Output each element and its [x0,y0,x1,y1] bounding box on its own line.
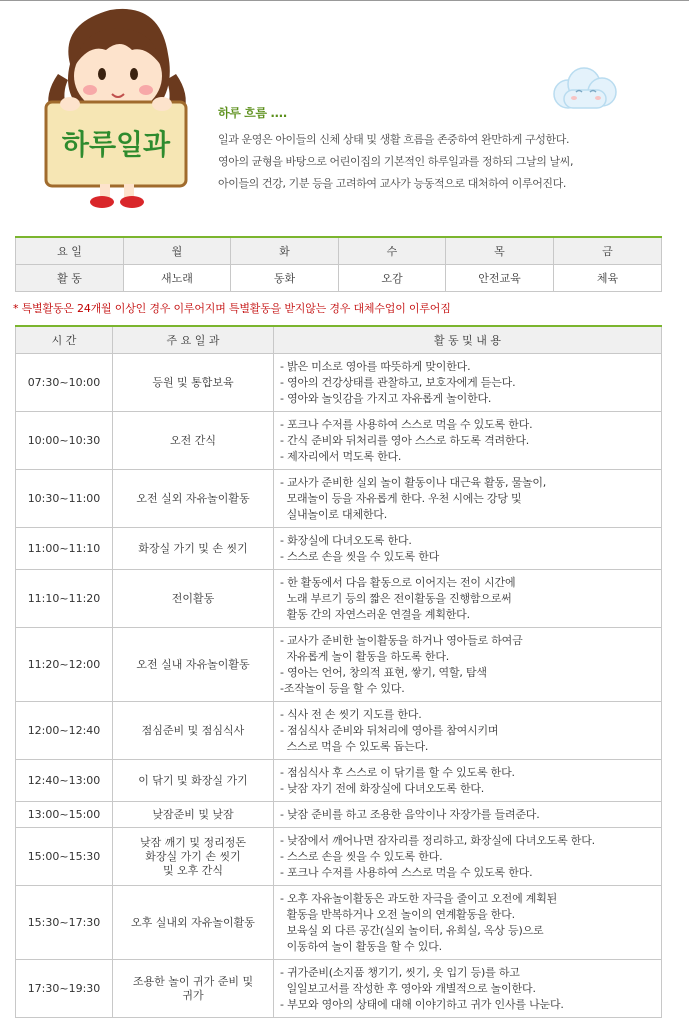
schedule-row [16,760,662,802]
schedule-description [274,802,662,828]
description-line: - 포크나 수저를 사용하여 스스로 먹을 수 있도록 한다. [280,865,533,879]
activity-line: 오전 간식 [169,433,216,447]
activity-line: 등원 및 통합보육 [152,375,234,389]
description-line: 활동 간의 자연스러운 연결을 계획한다. [280,607,470,621]
schedule-row [16,802,662,828]
schedule-activity [113,412,274,470]
schedule-time: 11:20~12:00 [16,628,113,702]
activity-line: 낮잠 깨기 및 정리정돈 [139,835,247,849]
intro-section [218,104,658,195]
activity-line: 오전 실내 자유놀이활동 [136,657,250,671]
description-line: - 제자리에서 먹도록 한다. [280,449,402,463]
description-line: - 오후 자유놀이활동은 과도한 자극을 줄이고 오전에 계획된 [280,891,558,905]
description-line: 스스로 먹을 수 있도록 돕는다. [280,739,429,753]
schedule-time: 15:00~15:30 [16,828,113,886]
schedule-row [16,412,662,470]
description-line: - 부모와 영아의 상태에 대해 이야기하고 귀가 인사를 나눈다. [280,997,564,1011]
activity-cell: 안전교육 [446,265,554,292]
intro-line: 아이들의 건강, 기분 등을 고려하여 교사가 능동적으로 대처하여 이루어진다. [218,177,566,190]
schedule-activity [113,828,274,886]
description-line: - 영아의 건강상태를 관찰하고, 보호자에게 듣는다. [280,375,516,389]
description-line: 보육실 외 다른 공간(실외 놀이터, 유희실, 옥상 등)으로 [280,923,544,937]
schedule-time: 11:00~11:10 [16,528,113,570]
description-line: - 식사 전 손 씻기 지도를 한다. [280,707,422,721]
activity-line: 점심준비 및 점심식사 [141,723,245,737]
schedule-row [16,960,662,1018]
description-line: - 스스로 손을 씻을 수 있도록 한다 [280,549,440,563]
description-line: - 포크나 수저를 사용하여 스스로 먹을 수 있도록 한다. [280,417,533,431]
schedule-activity [113,760,274,802]
day-cell: 화 [231,237,339,265]
schedule-time: 10:00~10:30 [16,412,113,470]
description-line: - 낮잠 자기 전에 화장실에 다녀오도록 한다. [280,781,485,795]
sign-text: 하루일과 [61,128,171,161]
description-line: - 점심식사 후 스스로 이 닦기를 할 수 있도록 한다. [280,765,515,779]
schedule-row [16,570,662,628]
weekly-activity-table [15,236,662,292]
schedule-row [16,828,662,886]
header-activity: 주 요 일 과 [113,326,274,354]
schedule-time: 13:00~15:00 [16,802,113,828]
description-line: 일일보고서를 작성한 후 영아와 개별적으로 놀이한다. [280,981,536,995]
activity-line: 이 닦기 및 화장실 가기 [138,773,248,787]
description-line: - 영아와 놀잇감을 가지고 자유롭게 놀이한다. [280,391,492,405]
description-line: 활동을 반복하거나 오전 놀이의 연계활동을 한다. [280,907,515,921]
schedule-activity [113,354,274,412]
description-line: -조작놀이 등을 할 수 있다. [280,681,405,695]
schedule-row [16,886,662,960]
description-line: - 한 활동에서 다음 활동으로 이어지는 전이 시간에 [280,575,516,589]
activity-cell: 체육 [554,265,662,292]
description-line: 자유롭게 놀이 활동을 하도록 한다. [280,649,450,663]
description-line: - 낮잠 준비를 하고 조용한 음악이나 자장가를 들려준다. [280,807,540,821]
header-time: 시 간 [16,326,113,354]
description-line: - 영아는 언어, 창의적 표현, 쌓기, 역할, 탐색 [280,665,487,679]
schedule-time: 11:10~11:20 [16,570,113,628]
activity-line: 전이활동 [171,591,215,605]
schedule-description [274,960,662,1018]
schedule-description [274,470,662,528]
description-line: - 화장실에 다녀오도록 한다. [280,533,412,547]
schedule-row [16,470,662,528]
schedule-description [274,886,662,960]
schedule-header-row [16,326,662,354]
schedule-activity [113,886,274,960]
day-label: 요 일 [16,237,124,265]
schedule-description [274,760,662,802]
weekly-activity-row [16,265,662,292]
description-line: 노래 부르기 등의 짧은 전이활동을 진행함으로써 [280,591,512,605]
schedule-time: 10:30~11:00 [16,470,113,528]
schedule-row [16,702,662,760]
activity-line: 오전 실외 자유놀이활동 [136,491,250,505]
intro-line: 일과 운영은 아이들의 신체 상태 및 생활 흐름을 존중하여 완만하게 구성한다. [218,133,570,146]
schedule-description [274,412,662,470]
schedule-description [274,570,662,628]
description-line: 실내놀이로 대체한다. [280,507,388,521]
schedule-activity [113,628,274,702]
intro-line: 영아의 균형을 바탕으로 어린이집의 기본적인 하루일과를 정하되 그날의 날씨, [218,155,574,168]
weekly-day-row [16,237,662,265]
activity-cell: 새노래 [124,265,231,292]
special-activity-note: * 특별활동은 24개월 이상인 경우 이루어지며 특별활동을 받지않는 경우 대체수업이 이루어짐 [13,302,451,315]
activity-line: 조용한 놀이 귀가 준비 및 [132,974,254,988]
description-line: - 귀가준비(소지품 챙기기, 씻기, 옷 입기 등)를 하고 [280,965,520,979]
top-border [0,0,689,1]
header-description: 활 동 및 내 용 [274,326,662,354]
schedule-activity [113,702,274,760]
description-line: 모래놀이 등을 자유롭게 한다. 우천 시에는 강당 및 [280,491,522,505]
activity-label: 활 동 [16,265,124,292]
activity-line: 귀가 [182,988,204,1002]
description-line: - 밝은 미소로 영아를 따뜻하게 맞이한다. [280,359,471,373]
description-line: 이동하여 놀이 활동을 할 수 있다. [280,939,442,953]
activity-line: 오후 실내외 자유놀이활동 [131,915,255,929]
schedule-row [16,528,662,570]
schedule-activity [113,528,274,570]
activity-line: 화장실 가기 및 손 씻기 [138,541,248,555]
activity-cell: 오감 [339,265,446,292]
schedule-time: 15:30~17:30 [16,886,113,960]
description-line: - 교사가 준비한 실외 놀이 활동이나 대근육 활동, 물놀이, [280,475,547,489]
day-cell: 월 [124,237,231,265]
schedule-body [16,354,662,1018]
schedule-activity [113,570,274,628]
schedule-description [274,828,662,886]
girl-holding-sign-illustration [40,4,190,212]
activity-cell: 동화 [231,265,339,292]
activity-line: 낮잠준비 및 낮잠 [152,807,234,821]
schedule-description [274,628,662,702]
day-cell: 목 [446,237,554,265]
schedule-description [274,354,662,412]
schedule-description [274,528,662,570]
description-line: - 간식 준비와 뒤처리를 영아 스스로 하도록 격려한다. [280,433,530,447]
day-cell: 수 [339,237,446,265]
activity-line: 화장실 가기 손 씻기 [145,849,241,863]
day-cell: 금 [554,237,662,265]
schedule-time: 12:40~13:00 [16,760,113,802]
description-line: - 낮잠에서 깨어나면 잠자리를 정리하고, 화장실에 다녀오도록 한다. [280,833,595,847]
schedule-row [16,628,662,702]
daily-schedule-table [15,325,662,1018]
schedule-time: 07:30~10:00 [16,354,113,412]
schedule-activity [113,802,274,828]
activity-line: 및 오후 간식 [162,863,224,877]
schedule-activity [113,960,274,1018]
description-line: - 스스로 손을 씻을 수 있도록 한다. [280,849,443,863]
schedule-description [274,702,662,760]
intro-title: 하루 흐름 .... [218,106,287,120]
description-line: - 점심식사 준비와 뒤처리에 영아를 참여시키며 [280,723,499,737]
schedule-row [16,354,662,412]
schedule-time: 17:30~19:30 [16,960,113,1018]
description-line: - 교사가 준비한 놀이활동을 하거나 영아들로 하여금 [280,633,523,647]
schedule-activity [113,470,274,528]
schedule-time: 12:00~12:40 [16,702,113,760]
